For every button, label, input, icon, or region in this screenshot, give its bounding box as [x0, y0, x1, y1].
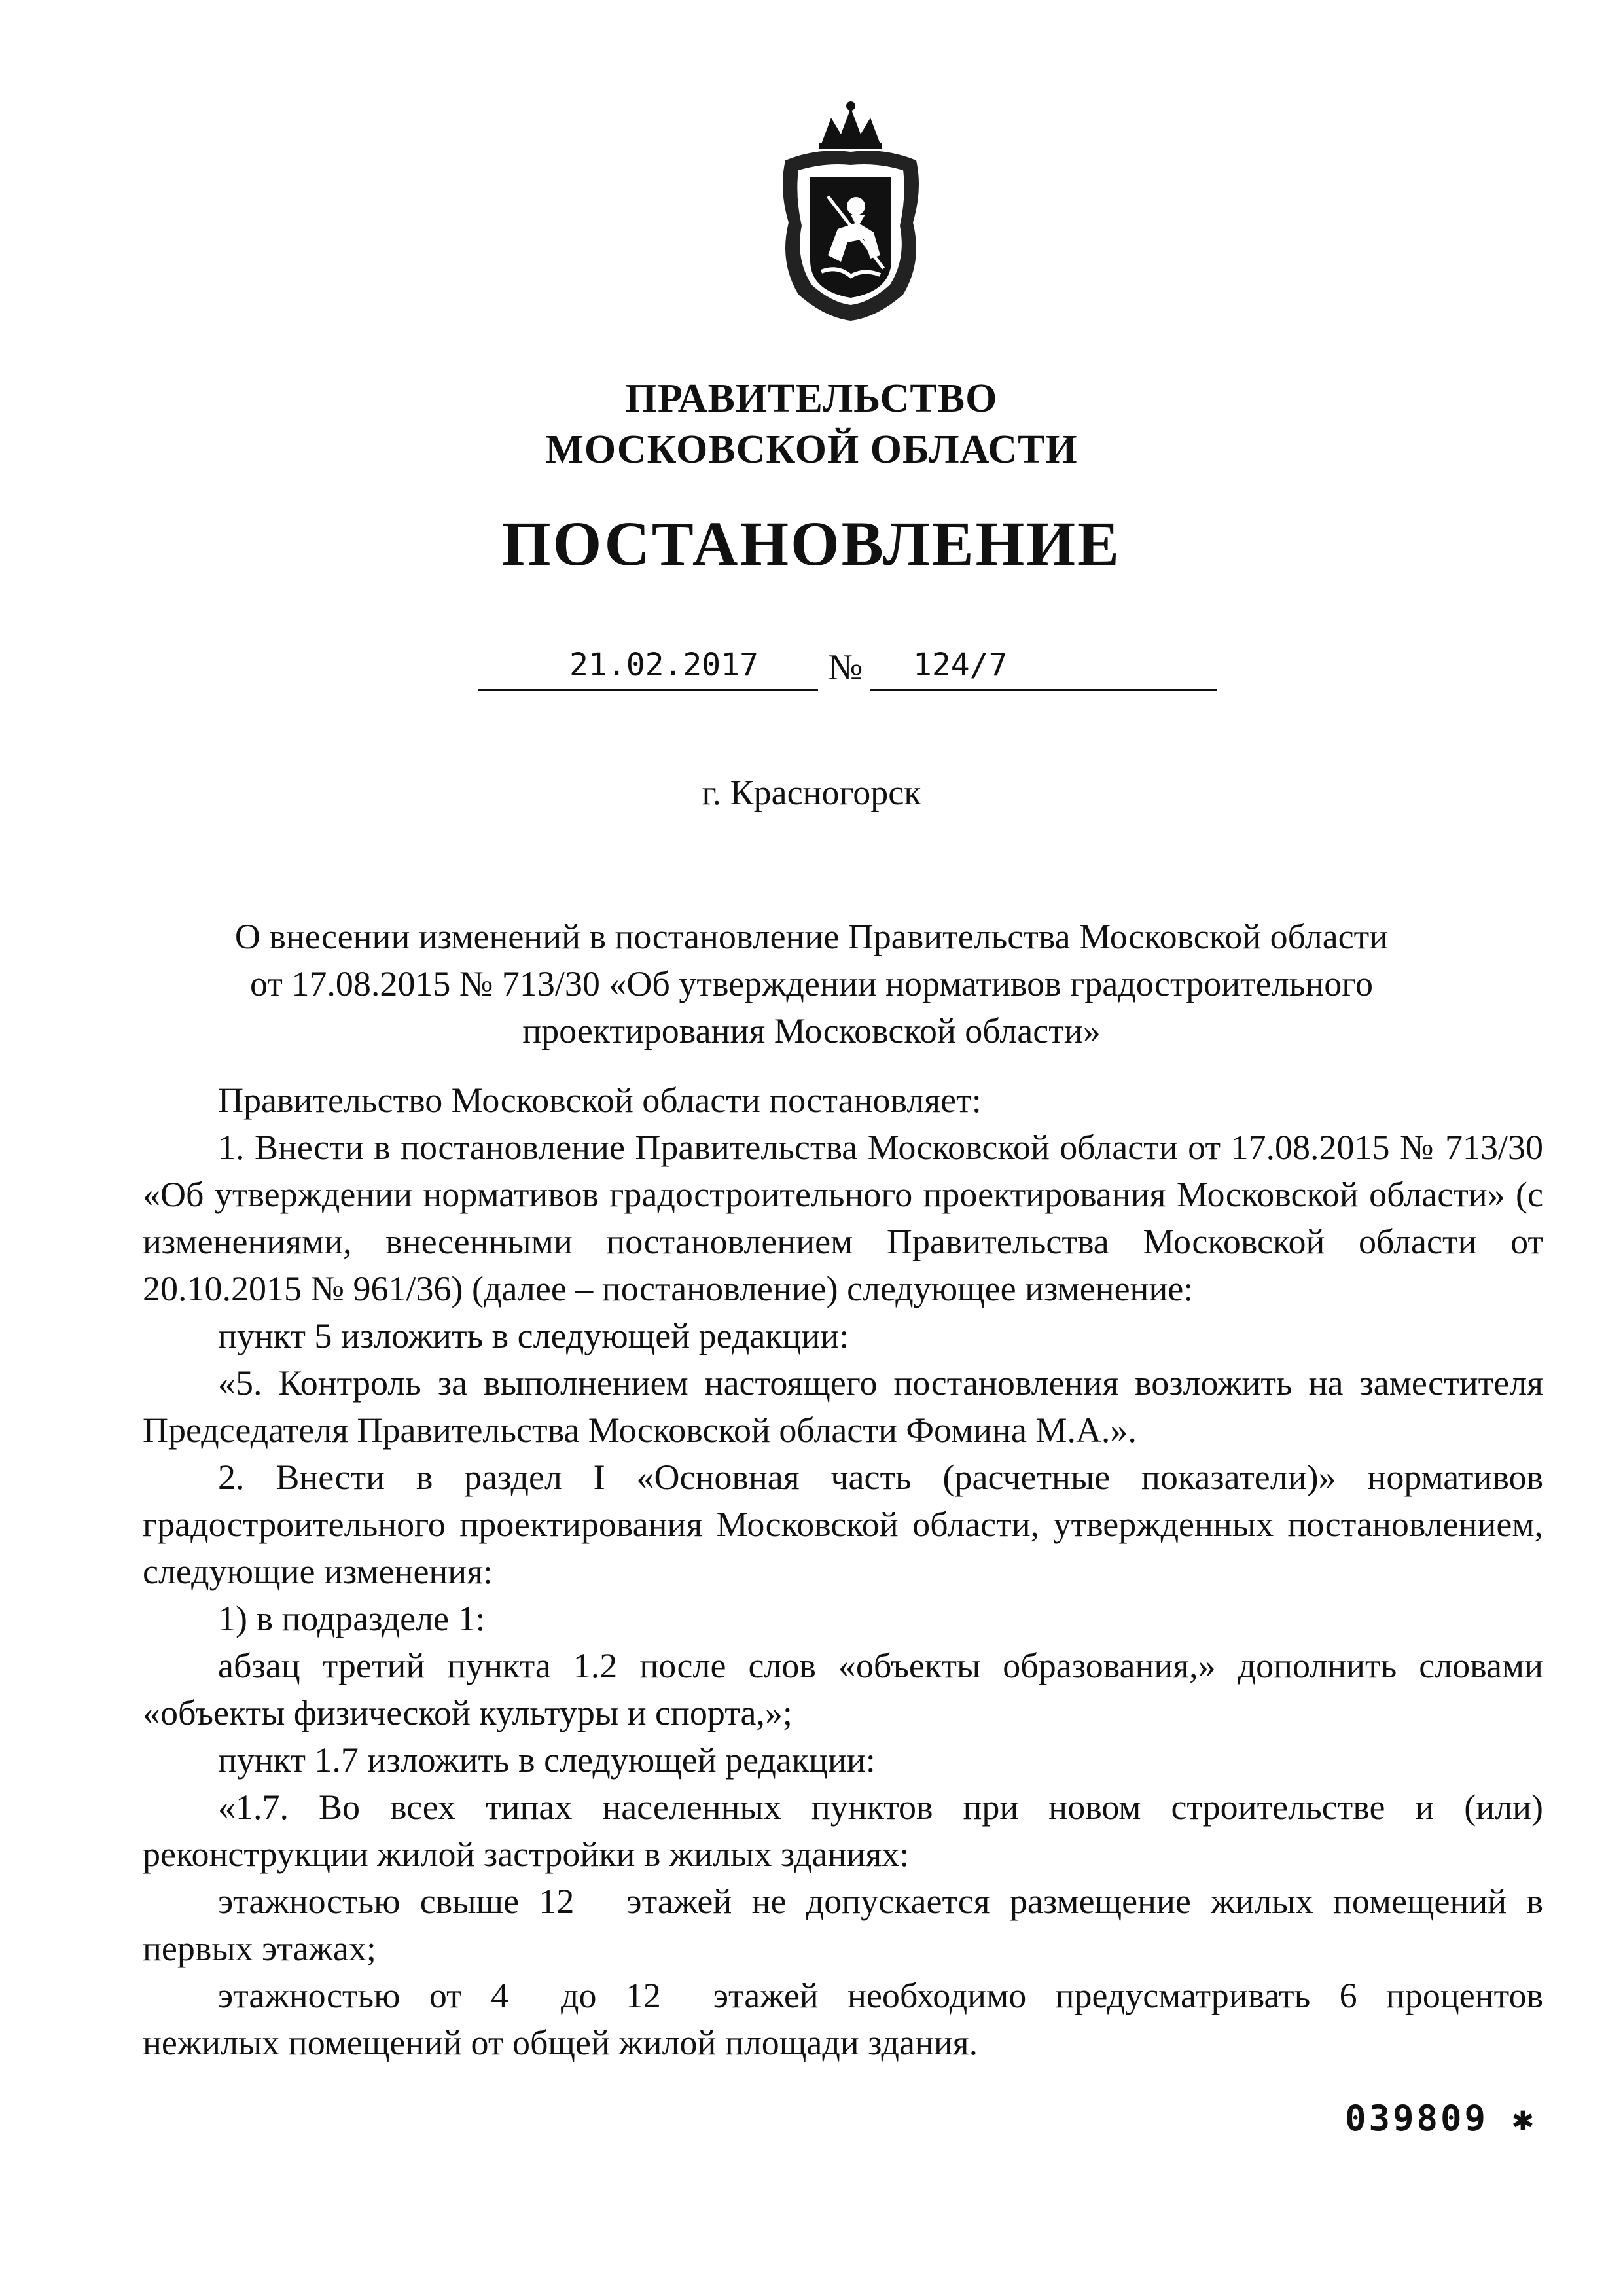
floors-over-12-rest: этажей не допускается размещение жилых помещений в первых этажах;	[143, 1882, 1543, 1968]
floors-4-to-12-rest: этажей необходимо предусматривать 6 процентов нежилых помещений от общей жилой площади здания.	[143, 1976, 1543, 2062]
paragraph-floors-4-to-12	[143, 1972, 1543, 2066]
serial-number: 039809	[1345, 2098, 1489, 2139]
paragraph-item-2: 2. Внести в раздел I «Основная часть (расчетные показатели)» нормативов градостроительного проектирования Московской области, утвержденных постановлением, следующие изменения:	[143, 1458, 1543, 1591]
number-underline	[870, 689, 1217, 691]
paragraph-clause-1-2: абзац третий пункта 1.2 после слов «объекты образования,» дополнить словами «объекты физической культуры и спорта,»;	[143, 1646, 1543, 1732]
floors-from-4: этажностью от 4	[218, 1976, 509, 2015]
title-line-2: от 17.08.2015 № 713/30 «Об утверждении нормативов градостроительного	[249, 964, 1374, 1003]
paragraph-clause-1-7-intro: пункт 1.7 изложить в следующей редакции:	[218, 1740, 876, 1780]
number-sign: №	[828, 647, 863, 688]
asterisk-icon: ✱	[1512, 2098, 1537, 2139]
document-number: 124/7	[913, 647, 1008, 683]
city: г. Красногорск	[702, 773, 921, 812]
document-date: 21.02.2017	[569, 647, 758, 683]
date-underline	[478, 689, 818, 691]
document-body	[143, 1077, 1543, 2066]
coat-of-arms-icon	[759, 98, 942, 327]
paragraph-clause-1-7: «1.7. Во всех типах населенных пунктов при новом строительстве и (или) реконструкции жилой застройки в жилых зданиях:	[143, 1787, 1543, 1874]
org-line-2: МОСКОВСКОЙ ОБЛАСТИ	[545, 427, 1078, 472]
floors-to-12: до 12	[561, 1976, 661, 2015]
paragraph-item-1: 1. Внести в постановление Правительства Московской области от 17.08.2015 № 713/30 «Об утверждении нормативов градостроительного проектирования Московской области» (с изменениями, внесенными постановлением Правительства Московской области от 20.10.2015 № 961/36) (далее – постановление) следующее изменение:	[143, 1128, 1543, 1308]
registration-line	[478, 647, 1217, 692]
document-title	[196, 913, 1427, 1054]
paragraph-preamble: Правительство Московской области постановляет:	[218, 1081, 982, 1120]
document-type: ПОСТАНОВЛЕНИЕ	[501, 509, 1122, 579]
serial-stamp	[1345, 2098, 1536, 2139]
organization-name	[0, 373, 1623, 475]
paragraph-floors-over-12	[143, 1878, 1543, 1972]
paragraph-clause-5: «5. Контроль за выполнением настоящего постановления возложить на заместителя Председателя Правительства Московской области Фомина М.А.».	[143, 1363, 1543, 1450]
floors-over-12-prefix: этажностью свыше 12	[218, 1882, 575, 1921]
title-line-3: проектирования Московской области»	[522, 1011, 1101, 1050]
org-line-1: ПРАВИТЕЛЬСТВО	[625, 376, 998, 421]
paragraph-clause-5-intro: пункт 5 изложить в следующей редакции:	[218, 1316, 849, 1355]
paragraph-subsection-1: 1) в подразделе 1:	[218, 1599, 486, 1638]
title-line-1: О внесении изменений в постановление Правительства Московской области	[234, 917, 1389, 956]
